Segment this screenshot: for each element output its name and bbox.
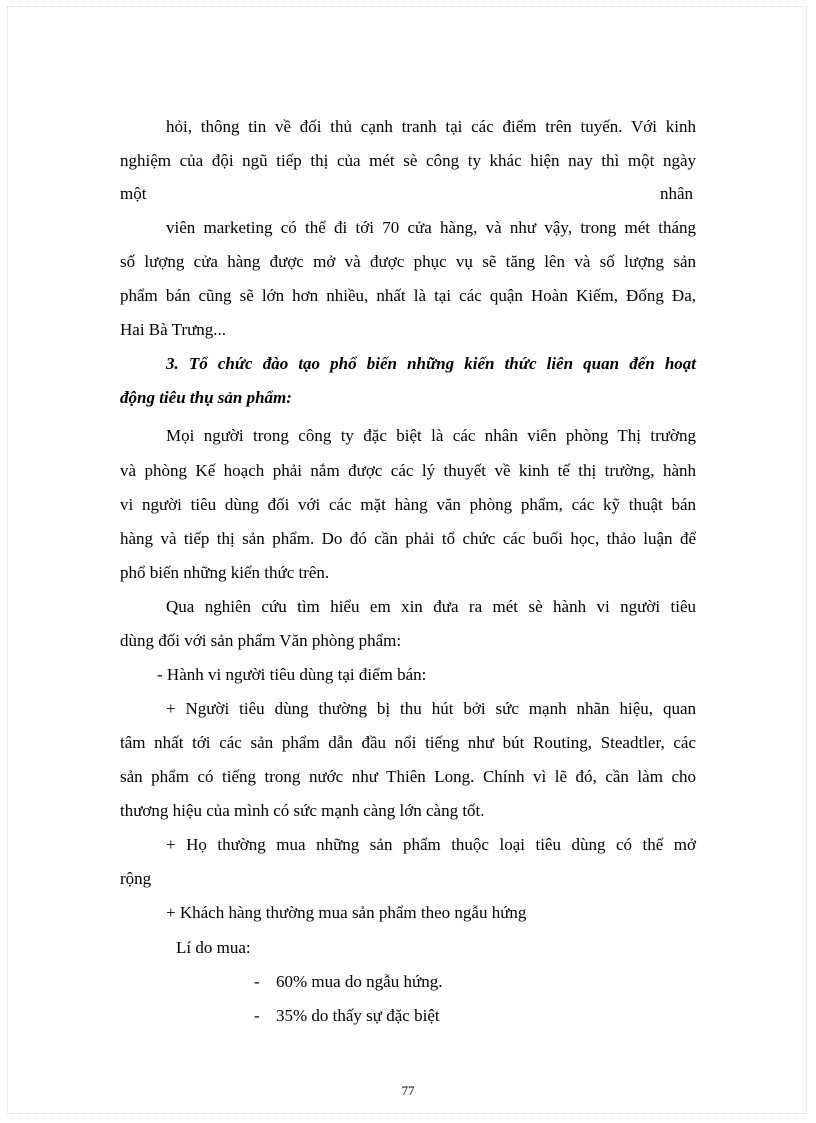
text-line: + Họ thường mua những sản phẩm thuộc loại tiêu dùng có thể mở [166, 835, 696, 854]
text-line: rộng [120, 869, 152, 888]
text-line: + Người tiêu dùng thường bị thu hút bởi sức mạnh nhãn hiệu, quan [166, 699, 696, 718]
text-line: Qua nghiên cứu tìm hiểu em xin đưa ra mét sè hành vi người tiêu [166, 597, 696, 616]
text-line: và phòng Kế hoạch phải nắm được các lý thuyết về kinh tế thị trường, hành [120, 461, 696, 480]
page-number: 77 [401, 1083, 415, 1098]
page-border [7, 6, 807, 1114]
section-heading: động tiêu thụ sản phẩm: [120, 388, 292, 407]
text-line: thương hiệu của mình có sức mạnh càng lớn càng tốt. [120, 801, 485, 820]
text-line: Mọi người trong công ty đặc biệt là các nhân viên phòng Thị trường [166, 426, 696, 445]
text-line: sản phẩm có tiếng trong nước như Thiên Long. Chính vì lẽ đó, cần làm cho [120, 767, 696, 786]
text-line: Lí do mua: [176, 938, 251, 957]
text-line: nhân [660, 184, 694, 203]
list-item: 60% mua do ngẫu hứng. [276, 972, 443, 991]
text-line: viên marketing có thể đi tới 70 cửa hàng, và như vậy, trong mét tháng [166, 218, 696, 237]
text-line: số lượng cửa hàng được mở và được phục vụ sẽ tăng lên và số lượng sản [120, 252, 696, 271]
text-line: vi người tiêu dùng đối với các mặt hàng văn phòng phẩm, các kỹ thuật bán [120, 495, 696, 514]
text-line: phổ biến những kiến thức trên. [120, 563, 330, 582]
list-bullet: - [254, 972, 260, 991]
list-bullet: - [254, 1006, 260, 1025]
section-heading: 3. Tổ chức đào tạo phổ biến những kiến thức liên quan đến hoạt [166, 354, 696, 373]
text-line: nghiệm của đội ngũ tiếp thị của mét sè công ty khác hiện nay thì một ngày [120, 151, 696, 170]
text-line: - Hành vi người tiêu dùng tại điểm bán: [157, 665, 427, 684]
text-line: phẩm bán cũng sẽ lớn hơn nhiều, nhất là tại các quận Hoàn Kiếm, Đống Đa, [120, 286, 696, 305]
text-line: + Khách hàng thường mua sản phẩm theo ngẫu hứng [166, 903, 527, 922]
text-line: Hai Bà Trưng... [120, 320, 227, 339]
text-line: dùng đối với sản phẩm Văn phòng phẩm: [120, 631, 402, 650]
text-line: tâm nhất tới các sản phẩm dẫn đầu nổi tiếng như bút Routing, Steadtler, các [120, 733, 696, 752]
text-line: hàng và tiếp thị sản phẩm. Do đó cần phải tổ chức các buổi học, thảo luận để [120, 529, 696, 548]
list-item: 35% do thấy sự đặc biệt [276, 1006, 440, 1025]
text-line: hỏi, thông tin về đối thủ cạnh tranh tại các điểm trên tuyến. Với kinh [166, 117, 696, 136]
text-line: một [120, 184, 147, 203]
